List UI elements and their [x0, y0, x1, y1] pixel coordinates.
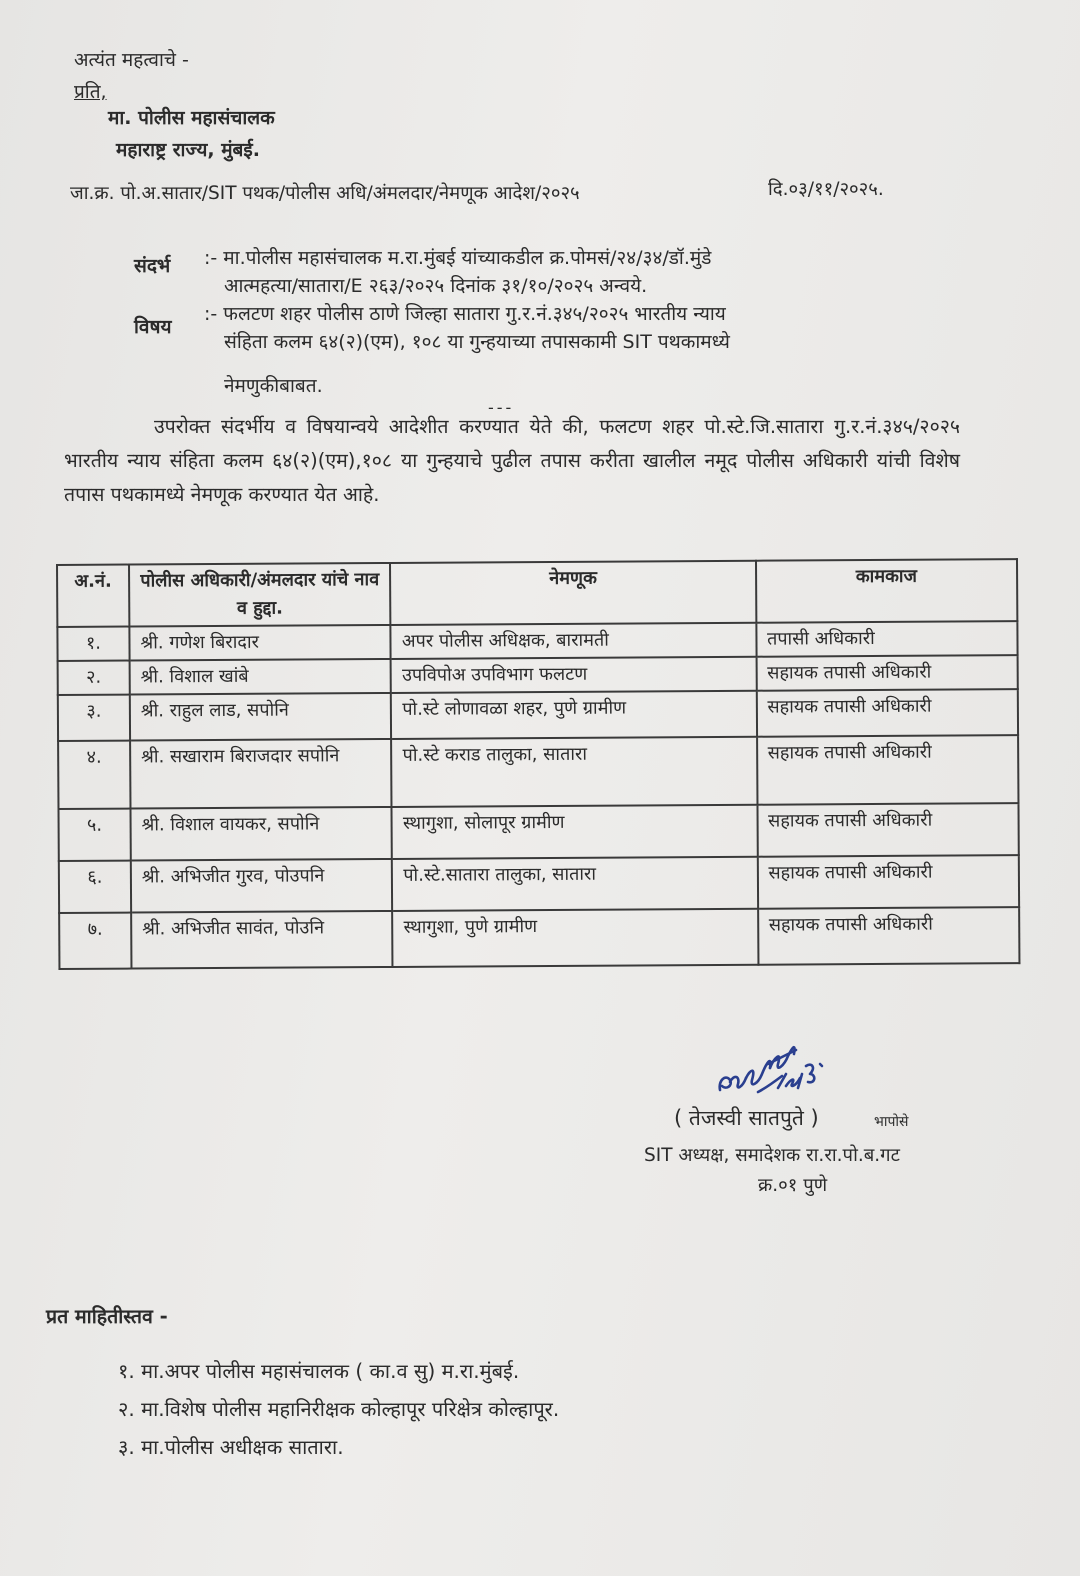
list-item: १. मा.अपर पोलीस महासंचालक ( का.व सु) म.रा.मुंबई.: [118, 1359, 520, 1383]
handwritten-signature-icon: [712, 1030, 842, 1100]
row-sr: १.: [57, 627, 129, 661]
list-item: ३. मा.पोलीस अधीक्षक सातारा.: [118, 1435, 344, 1459]
row-sr: ६.: [59, 861, 131, 913]
row-name: श्री. अभिजीत सावंत, पोउनि: [131, 911, 393, 969]
copy-to-heading: प्रत माहितीस्तव -: [46, 1305, 168, 1328]
header-duty: कामकाज: [756, 559, 1018, 623]
subject-label: विषय: [134, 316, 172, 338]
to-label: प्रति,: [74, 81, 107, 103]
row-name: श्री. गणेश बिरादार: [129, 625, 391, 661]
table-row: [58, 803, 1018, 861]
reference-label: संदर्भ: [134, 255, 171, 277]
row-sr: २.: [58, 661, 130, 695]
header-posting: नेमणूक: [390, 561, 756, 625]
table-row: [59, 907, 1019, 969]
body-paragraph: उपरोक्त संदर्भीय व विषयान्वये आदेशीत करण्यात येते की, फलटण शहर पो.स्टे.जि.सातारा गु.र.नं.३४५/२०२५ भारतीय न्याय संहिता कलम ६४(२)(एम),१०८ या गुन्हयाचे पुढील तपास करीता खालील नमूद पोलीस अधिकारी यांची विशेष तपास पथकामध्ये नेमणूक करण्यात येत आहे.: [64, 415, 960, 506]
list-item: २. मा.विशेष पोलीस महानिरीक्षक कोल्हापूर परिक्षेत्र कोल्हापूर.: [118, 1397, 560, 1421]
copy-to-list: [118, 1352, 559, 1466]
row-duty: सहायक तपासी अधिकारी: [757, 803, 1019, 857]
signatory-unit: क्र.०१ पुणे: [758, 1175, 828, 1196]
row-name: श्री. विशाल वायकर, सपोनि: [130, 807, 392, 861]
row-posting: स्थागुशा, पुणे ग्रामीण: [393, 909, 759, 967]
header-sr: अ.नं.: [57, 565, 129, 627]
recipient-line2: महाराष्ट्र राज्य, मुंबई.: [116, 139, 260, 161]
row-duty: सहायक तपासी अधिकारी: [758, 907, 1020, 965]
row-name: श्री. सखाराम बिराजदार सपोनि: [130, 739, 392, 809]
posting-table: [56, 558, 1020, 970]
table-row: [58, 655, 1018, 695]
recipient-line1: मा. पोलीस महासंचालक: [108, 107, 275, 129]
row-duty: तपासी अधिकारी: [756, 621, 1018, 657]
reference-line1: :- मा.पोलीस महासंचालक म.रा.मुंबई यांच्याकडील क्र.पोमसं/२४/३४/डॉ.मुंडे: [204, 247, 712, 269]
table-row: [59, 855, 1019, 913]
subject-line1: :- फलटण शहर पोलीस ठाणे जिल्हा सातारा गु.र.नं.३४५/२०२५ भारतीय न्याय: [204, 303, 726, 325]
urgent-label: अत्यंत महत्वाचे -: [74, 49, 189, 71]
subject-line2: संहिता कलम ६४(२)(एम), १०८ या गुन्हयाच्या तपासकामी SIT पथकामध्ये: [224, 331, 730, 353]
signatory-designation: SIT अध्यक्ष, समादेशक रा.रा.पो.ब.गट: [644, 1145, 900, 1166]
row-duty: सहायक तपासी अधिकारी: [756, 689, 1018, 737]
signatory-service: भापोसे: [874, 1114, 909, 1130]
row-duty: सहायक तपासी अधिकारी: [757, 855, 1019, 909]
row-sr: ७.: [59, 913, 131, 969]
row-duty: सहायक तपासी अधिकारी: [756, 655, 1018, 691]
table-row: [57, 621, 1017, 661]
row-posting: पो.स्टे.सातारा तालुका, सातारा: [392, 857, 757, 911]
ref-date: दि.०३/११/२०२५.: [768, 179, 884, 200]
reference-line2: आत्महत्या/सातारा/E २६३/२०२५ दिनांक ३१/१०/२०२५ अन्वये.: [224, 275, 648, 297]
ref-number: जा.क्र. पो.अ.सातार/SIT पथक/पोलीस अधि/अंमलदार/नेमणूक आदेश/२०२५: [70, 183, 580, 204]
row-name: श्री. विशाल खांबे: [130, 659, 392, 695]
header-name: पोलीस अधिकारी/अंमलदार यांचे नाव व हुद्दा.: [129, 563, 391, 627]
separator: ---: [488, 398, 515, 417]
row-posting: उपविपोअ उपविभाग फलटण: [391, 657, 756, 693]
table-header-row: [57, 559, 1017, 627]
row-sr: ५.: [58, 809, 130, 861]
signatory-name: ( तेजस्वी सातपुते ): [674, 1106, 819, 1130]
table-row: [58, 689, 1018, 741]
row-posting: स्थागुशा, सोलापूर ग्रामीण: [392, 805, 757, 859]
row-posting: अपर पोलीस अधिक्षक, बारामती: [391, 623, 756, 659]
subject-line3: नेमणुकीबाबत.: [224, 375, 323, 397]
table-row: [58, 735, 1018, 809]
row-name: श्री. राहुल लाड, सपोनि: [130, 693, 392, 741]
row-posting: पो.स्टे कराड तालुका, सातारा: [391, 737, 757, 807]
row-sr: ३.: [58, 695, 130, 741]
row-duty: सहायक तपासी अधिकारी: [757, 735, 1019, 805]
row-sr: ४.: [58, 741, 130, 809]
row-posting: पो.स्टे लोणावळा शहर, पुणे ग्रामीण: [391, 691, 756, 739]
row-name: श्री. अभिजीत गुरव, पोउपनि: [131, 859, 393, 913]
